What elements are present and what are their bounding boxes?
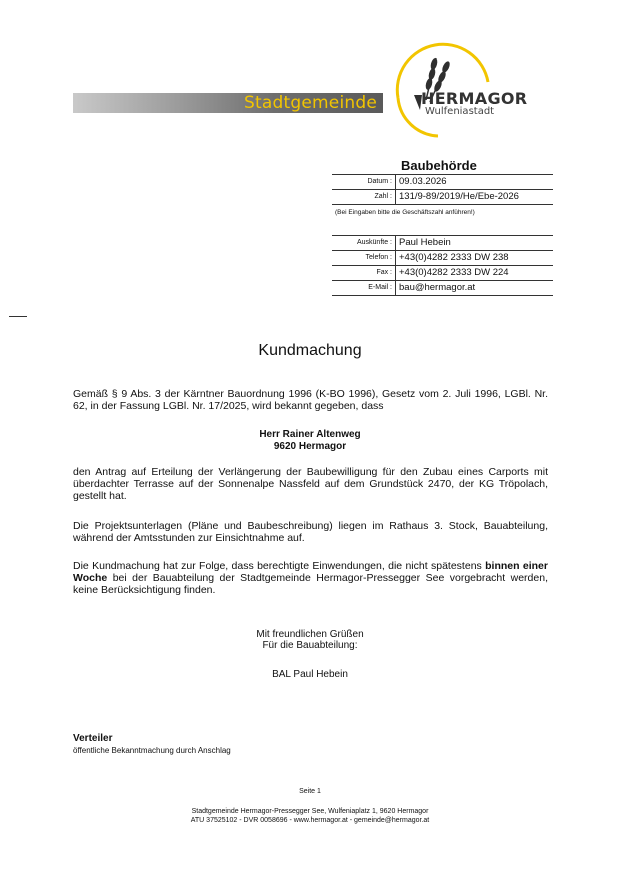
- paragraph-legal-basis: Gemäß § 9 Abs. 3 der Kärntner Bauordnung 1996 (K-BO 1996), Gesetz vom 2. Juli 1996, LGBl. Nr. 62, in der Fassung LGBl. Nr. 17/2025, wird bekannt gegeben, dass: [73, 388, 548, 412]
- brand-subtitle: Wulfeniastadt: [425, 106, 495, 117]
- auskunfte-value: Paul Hebein: [399, 237, 451, 248]
- table-row: [332, 266, 553, 281]
- distribution-text: öffentliche Bekanntmachung durch Anschlag: [73, 746, 231, 755]
- objections-text-2: bei der Bauabteilung der Stadtgemeinde Hermagor-Pressegger See vorgebracht werden, keine Berücksichtigung finden.: [73, 572, 548, 596]
- paragraph-documents: Die Projektsunterlagen (Pläne und Baubeschreibung) liegen im Rathaus 3. Stock, Bauabteilung, während der Amtsstunden zur Einsichtnahme auf.: [73, 520, 548, 544]
- zahl-value: 131/9-89/2019/He/Ebe-2026: [399, 191, 519, 202]
- contact-table: [332, 235, 553, 296]
- reference-note: (Bei Eingaben bitte die Geschäftszahl anführen!): [335, 209, 475, 216]
- paragraph-application: den Antrag auf Erteilung der Verlängerung der Baubewilligung für den Zubau eines Carports mit überdachter Terrasse auf der Sonnenalpe Nassfeld auf dem Grundstück 2470, der KG Tröpolach, gestellt hat.: [73, 466, 548, 502]
- closing-department: Für die Bauabteilung:: [262, 640, 358, 651]
- table-row: [332, 236, 553, 251]
- fax-label: Fax :: [332, 266, 396, 281]
- table-row: [332, 190, 553, 205]
- brand-name: HERMAGOR: [421, 89, 528, 108]
- email-value: bau@hermagor.at: [399, 282, 476, 293]
- datum-value: 09.03.2026: [399, 176, 447, 187]
- closing-greeting: Mit freundlichen Grüßen: [256, 629, 364, 640]
- fax-value: +43(0)4282 2333 DW 224: [399, 267, 509, 278]
- email-label: E-Mail :: [332, 281, 396, 296]
- paragraph-objections: [73, 560, 548, 596]
- footer-contact: ATU 37525102 - DVR 0058696 - www.hermagor.at - gemeinde@hermagor.at: [190, 817, 430, 824]
- table-row: [332, 175, 553, 190]
- zahl-label: Zahl :: [332, 190, 396, 205]
- auskunfte-label: Auskünfte :: [332, 236, 396, 251]
- banner-text: Stadtgemeinde: [244, 93, 377, 113]
- header-banner: [73, 93, 383, 113]
- document-title: Kundmachung: [258, 342, 362, 359]
- authority-title: Baubehörde: [401, 158, 477, 173]
- applicant-address: 9620 Hermagor: [273, 441, 347, 452]
- fold-mark: [9, 316, 27, 317]
- telefon-value: +43(0)4282 2333 DW 238: [399, 252, 509, 263]
- reference-table: [332, 174, 553, 205]
- datum-label: Datum :: [332, 175, 396, 190]
- applicant-name: Herr Rainer Altenweg: [259, 429, 361, 440]
- footer-address: Stadtgemeinde Hermagor-Pressegger See, Wulfeniaplatz 1, 9620 Hermagor: [191, 808, 429, 815]
- telefon-label: Telefon :: [332, 251, 396, 266]
- signature: BAL Paul Hebein: [272, 669, 348, 680]
- table-row: [332, 251, 553, 266]
- table-row: [332, 281, 553, 296]
- page-number: Seite 1: [299, 788, 321, 795]
- objections-text-1: Die Kundmachung hat zur Folge, dass berechtigte Einwendungen, die nicht spätestens: [73, 560, 486, 572]
- objections-deadline: binnen einer Woche: [73, 560, 548, 584]
- distribution-heading: Verteiler: [73, 733, 113, 744]
